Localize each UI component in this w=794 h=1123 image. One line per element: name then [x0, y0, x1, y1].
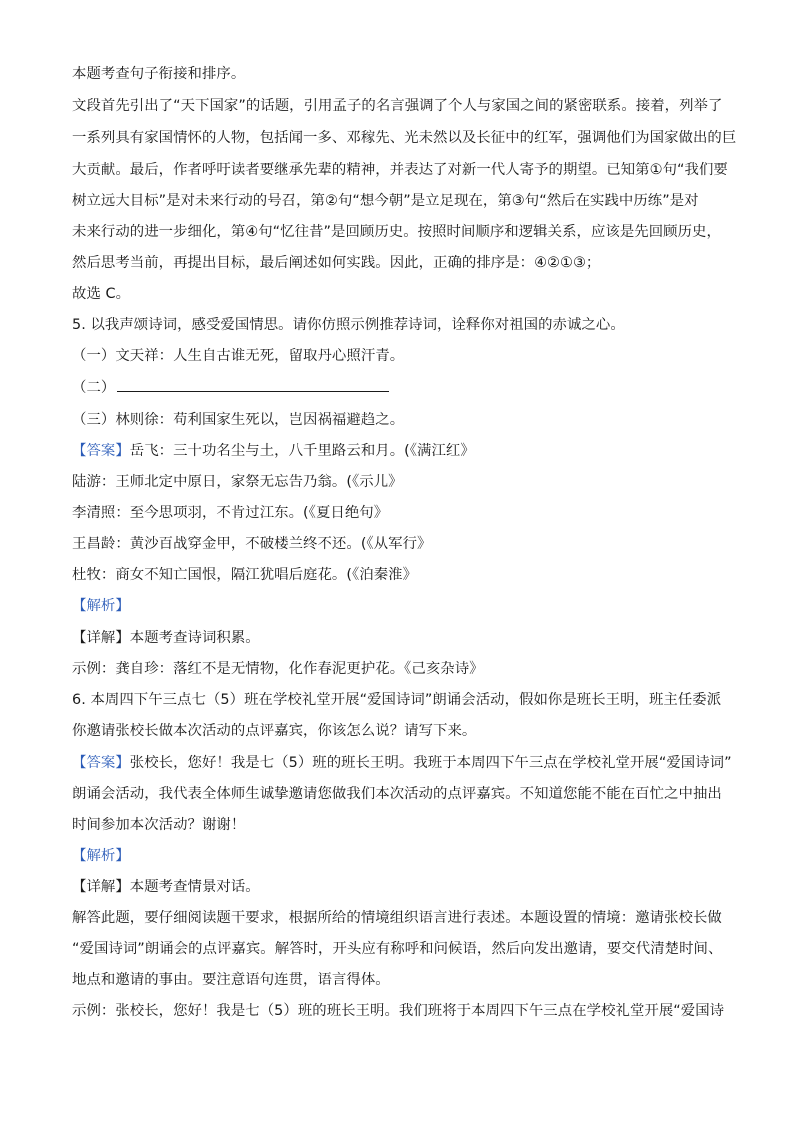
text-line: 王昌龄：黄沙百战穿金甲，不破楼兰终不还。(《从军行》 — [72, 536, 432, 552]
text-line: 时间参加本次活动？谢谢！ — [72, 817, 246, 833]
text-line: 文段首先引出了“天下国家”的话题，引用孟子的名言强调了个人与家国之间的紧密联系。接着，列举了 — [72, 98, 723, 114]
text-line: 李清照：至今思项羽，不肯过江东。(《夏日绝句》 — [72, 505, 389, 521]
text-line: （一）文天祥：人生自古谁无死，留取丹心照汗青。 — [72, 348, 405, 364]
text-line: 朗诵会活动，我代表全体师生诚挚邀请您做我们本次活动的点评嘉宾。不知道您能不能在百忙之中抽出 — [72, 786, 722, 802]
blank-label: （二） — [72, 380, 116, 396]
text-line: 树立远大目标”是对未来行动的号召，第②句“想今朝”是立足现在，第③句“然后在实践中历练”是对 — [72, 193, 699, 209]
text-line: 示例：龚自珍：落红不是无情物，化作春泥更护花。《己亥杂诗》 — [72, 661, 484, 677]
analysis-tag: 【解析】 — [72, 598, 130, 614]
answer-tag: 【答案】 — [72, 443, 130, 459]
answer-line — [72, 441, 732, 461]
answer-tag: 【答案】 — [72, 755, 130, 771]
analysis-tag: 【解析】 — [72, 848, 130, 864]
answer-blank — [117, 377, 389, 392]
text-line: 你邀请张校长做本次活动的点评嘉宾，你该怎么说？请写下来。 — [72, 723, 477, 739]
question-5: 5. 以我声颂诗词，感受爱国情思。请你仿照示例推荐诗词，诠释你对祖国的赤诚之心。 — [72, 317, 625, 333]
answer-text: 岳飞：三十功名尘与土，八千里路云和月。(《满江红》 — [129, 443, 475, 459]
text-line: 地点和邀请的事由。要注意语句连贯，语言得体。 — [72, 972, 390, 988]
text-line: “爱国诗词”朗诵会的点评嘉宾。解答时，开头应有称呼和问候语，然后向发出邀请，要交代清楚时间、 — [72, 941, 723, 957]
text-line: 【详解】本题考查情景对话。 — [72, 879, 260, 895]
text-line: 【详解】本题考查诗词积累。 — [72, 630, 260, 646]
text-line: 本题考查句子衔接和排序。 — [72, 66, 246, 82]
text-line: 示例：张校长，您好！我是七（5）班的班长王明。我们班将于本周四下午三点在学校礼堂开展“爱国诗 — [72, 1003, 725, 1019]
text-line: 陆游：王师北定中原日，家祭无忘告乃翁。(《示儿》 — [72, 474, 403, 490]
text-line: 解答此题，要仔细阅读题干要求，根据所给的情境组织语言进行表述。本题设置的情境：邀请张校长做 — [72, 910, 722, 926]
question-6: 6. 本周四下午三点七（5）班在学校礼堂开展“爱国诗词”朗诵会活动，假如你是班长王明，班主任委派 — [72, 692, 722, 708]
text-line: （三）林则徐：苟利国家生死以，岂因祸福避趋之。 — [72, 412, 405, 428]
text-line: 然后思考当前，再提出目标，最后阐述如何实践。因此，正确的排序是：④②①③； — [72, 255, 601, 271]
text-line: 大贡献。最后，作者呼吁读者要继承先辈的精神，并表达了对新一代人寄予的期望。已知第①句“我们要 — [72, 162, 728, 178]
blank-line — [72, 377, 732, 398]
text-line: 故选 C。 — [72, 286, 131, 302]
answer-line — [72, 753, 732, 773]
text-line: 一系列具有家国情怀的人物，包括闻一多、邓稼先、光未然以及长征中的红军，强调他们为国家做出的巨 — [72, 130, 737, 146]
text-line: 杜牧：商女不知亡国恨，隔江犹唱后庭花。(《泊秦淮》 — [72, 567, 418, 583]
text-line: 未来行动的进一步细化，第④句“忆往昔”是回顾历史。按照时间顺序和逻辑关系，应该是先回顾历史， — [72, 224, 721, 240]
answer-text: 张校长，您好！我是七（5）班的班长王明。我班于本周四下午三点在学校礼堂开展“爱国诗词” — [129, 755, 732, 771]
